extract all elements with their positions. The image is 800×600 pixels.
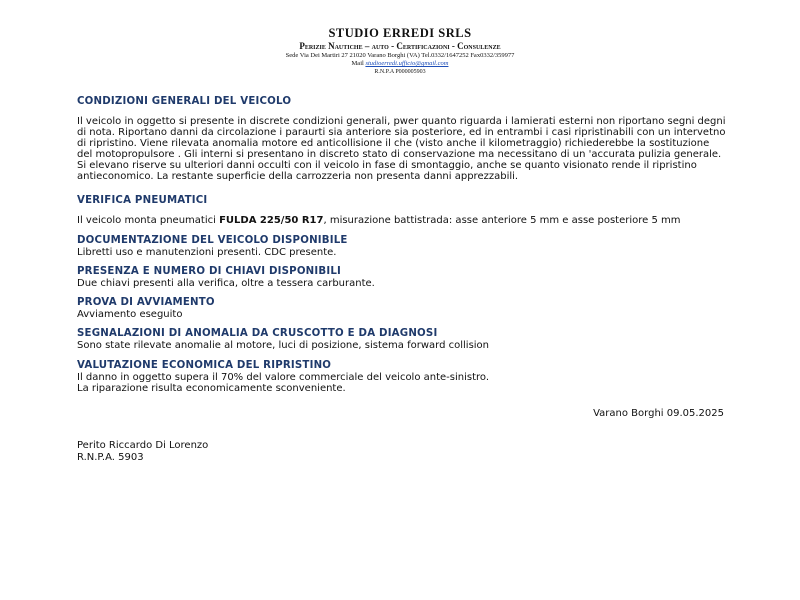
signature-name: Perito Riccardo Di Lorenzo bbox=[77, 440, 209, 451]
tyre-text-before: Il veicolo monta pneumatici bbox=[77, 214, 220, 226]
report-content bbox=[77, 96, 727, 394]
place-date: Varano Borghi 09.05.2025 bbox=[593, 408, 724, 419]
section-text: Due chiavi presenti alla verifica, oltre a tessera carburante. bbox=[77, 277, 375, 289]
company-services: Perizie Nautiche – auto - Certificazioni - Consulenze bbox=[299, 41, 501, 51]
section-title: CONDIZIONI GENERALI DEL VEICOLO bbox=[77, 96, 292, 107]
company-mail bbox=[0, 60, 800, 68]
section-title: DOCUMENTAZIONE DEL VEICOLO DISPONIBILE bbox=[77, 234, 348, 246]
section-valutazione bbox=[77, 360, 727, 395]
company-name: STUDIO ERREDI SRLS bbox=[328, 26, 472, 40]
company-address: Sede Via Dei Martiri 27 21020 Varano Borghi (VA) Tel.0332/1647252 Fax0332/359977 bbox=[285, 52, 515, 59]
mail-link[interactable]: studioerredi.ufficio@gmail.com bbox=[365, 60, 449, 67]
tyre-text-after: , misurazione battistrada: asse anteriore 5 mm e asse posteriore 5 mm bbox=[323, 214, 681, 226]
section-title: PRESENZA E NUMERO DI CHIAVI DISPONIBILI bbox=[77, 265, 342, 277]
section-text: Libretti uso e manutenzioni presenti. CDC presente. bbox=[77, 246, 337, 258]
letterhead bbox=[0, 26, 800, 76]
tyre-model: FULDA 225/50 R17 bbox=[219, 214, 324, 226]
section-title: PROVA DI AVVIAMENTO bbox=[77, 297, 215, 309]
section-anomalie bbox=[77, 328, 727, 351]
section-verifica-pneumatici bbox=[77, 195, 727, 227]
section-documentazione bbox=[77, 235, 727, 258]
section-text bbox=[77, 215, 727, 227]
section-title: VERIFICA PNEUMATICI bbox=[77, 194, 208, 206]
section-text: Sono state rilevate anomalie al motore, luci di posizione, sistema forward collision bbox=[77, 340, 490, 352]
section-text-line2: La riparazione risulta economicamente sconveniente. bbox=[77, 383, 346, 395]
section-title: SEGNALAZIONI DI ANOMALIA DA CRUSCOTTO E DA DIAGNOSI bbox=[77, 328, 438, 340]
section-title: VALUTAZIONE ECONOMICA DEL RIPRISTINO bbox=[77, 359, 332, 371]
signature-rnpa: R.N.P.A. 5903 bbox=[77, 451, 144, 463]
section-text: Avviamento eseguito bbox=[77, 309, 183, 321]
section-condizioni-generali bbox=[77, 96, 727, 183]
section-text-line1: Il danno in oggetto supera il 70% del valore commerciale del veicolo ante-sinistro. bbox=[77, 371, 490, 383]
section-text: Il veicolo in oggetto si presente in discrete condizioni generali, pwer quanto riguarda i lamierati esterni non riportano segni degni di nota. Riportano danni da circolazione i paraurti sia anteriore sia posteriore, ed in entrambi i casi ripristinabili con un intervetno di ripristino. Viene rilevata anomalia motore ed anticollisione il che (visto anche il kilometraggio) richiederebbe la sostituzione del motopropulsore . Gli interni si presentano in discreto stato di conservazione ma necessitano di un 'accurata pulizia generale. Si elevano riserve su ulteriori danni occulti con il veicolo in fase di smontaggio, anche se quanto visionato rende il ripristino antieconomico. La restante superficie della carrozzeria non presenta danni apprezzabili. bbox=[77, 116, 726, 183]
mail-label: Mail bbox=[351, 60, 366, 67]
company-rnpa: R.N.P.A P000005903 bbox=[374, 69, 426, 75]
section-avviamento bbox=[77, 297, 727, 320]
section-chiavi bbox=[77, 266, 727, 289]
signature-block bbox=[77, 440, 208, 463]
